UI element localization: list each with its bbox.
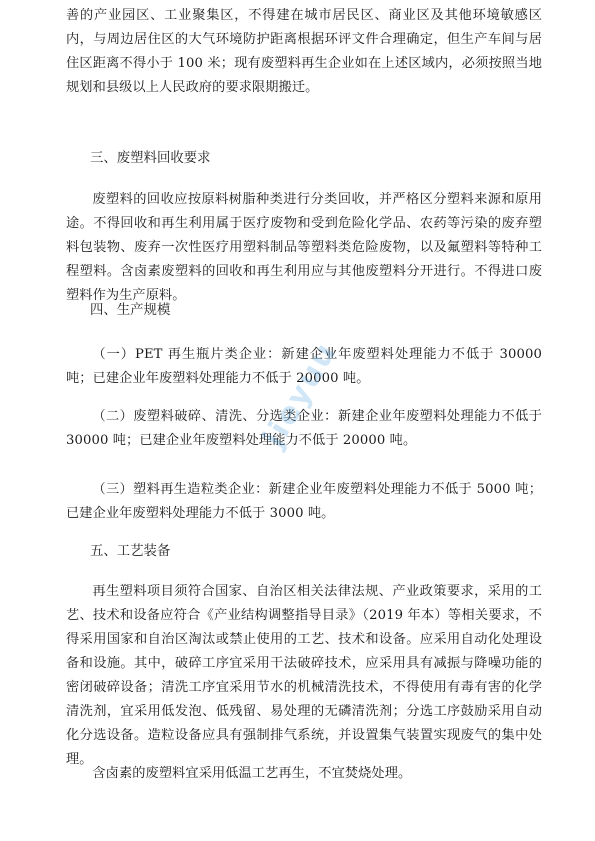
section-heading-5: 五、工艺装备: [90, 544, 171, 559]
paragraph-site-requirements-cont: 善的产业园区、工业聚集区，不得建在城市居民区、商业区及其他环境敏感区内，与周边居住区的大气环境防护距离根据环评文件合理确定，但生产车间与居住区距离不得小于 100 米；现有废塑料再生企业如在上述区域内，必须按照当地规划和县级以上人民政府的要求限期搬迁。: [66, 8, 542, 95]
paragraph-scale-pet: （一）PET 再生瓶片类企业：新建企业年废塑料处理能力不低于 30000 吨；已建企业年废塑料处理能力不低于 20000 吨。: [66, 347, 542, 386]
paragraph-process-equipment: 再生塑料项目须符合国家、自治区相关法律法规、产业政策要求，采用的工艺、技术和设备应符合《产业结构调整指导目录》（2019 年本）等相关要求，不得采用国家和自治区淘汰或禁止使用的工艺、技术和设备。应采用自动化处理设备和设施。其中，破碎工序宜采用干法破碎技术，应采用具有减振与降噪功能的密闭破碎设备；清洗工序宜采用节水的机械清洗技术，不得使用有毒有害的化学清洗剂，宜采用低发泡、低残留、易处理的无磷清洗剂；分选工序鼓励采用自动化分选设备。造粒设备应具有强制排气系统，并设置集气装置实现废气的集中处理。: [66, 584, 542, 767]
paragraph-recycling-requirements: 废塑料的回收应按原料树脂种类进行分类回收，并严格区分塑料来源和原用途。不得回收和再生利用属于医疗废物和受到危险化学品、农药等污染的废弃塑料包装物、废弃一次性医疗用塑料制品等塑料类危险废物，以及氟塑料等特种工程塑料。含卤素废塑料的回收和再生利用应与其他废塑料分开进行。不得进口废塑料作为生产原料。: [66, 192, 542, 303]
paragraph-halogen-plastics: 含卤素的废塑料宜采用低温工艺再生，不宜焚烧处理。: [92, 766, 412, 781]
watermark-logo: jieyuu: [256, 336, 344, 454]
section-heading-3: 三、废塑料回收要求: [90, 151, 211, 166]
paragraph-scale-crushing: （二）废塑料破碎、清洗、分选类企业：新建企业年废塑料处理能力不低于 30000 吨；已建企业年废塑料处理能力不低于 20000 吨。: [66, 409, 542, 448]
paragraph-scale-granulation: （三）塑料再生造粒类企业：新建企业年废塑料处理能力不低于 5000 吨；已建企业年废塑料处理能力不低于 3000 吨。: [66, 482, 542, 521]
section-heading-4: 四、生产规模: [90, 303, 171, 318]
